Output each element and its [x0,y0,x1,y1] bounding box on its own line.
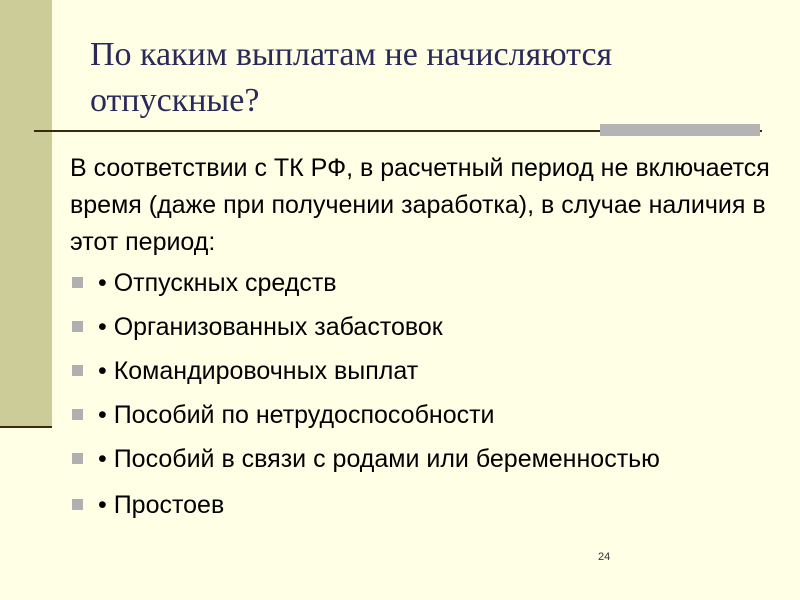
list-item-text: • Командировочных выплат [98,357,419,385]
list-item [70,265,790,301]
list-item [70,441,790,477]
slide-title: По каким выплатам не начисляются отпускные? [90,36,613,119]
square-bullet-icon [72,321,83,332]
intro-paragraph: В соответствии с ТК РФ, в расчетный период не включается время (даже при получении заработка), в случае наличия в этот период: [70,154,770,256]
list-item-text: • Простоев [98,491,225,519]
list-item [70,309,790,345]
side-band-underline [0,426,52,428]
list-item-text: • Отпускных средств [98,269,337,297]
square-bullet-icon [72,499,83,510]
list-item-text: • Организованных забастовок [98,313,443,341]
list-item [70,353,790,389]
square-bullet-icon [72,409,83,420]
title-accent-bar [600,124,760,136]
list-item-text: • Пособий по нетрудоспособности [98,401,495,429]
page-number: 24 [598,551,611,563]
list-item [70,397,790,433]
square-bullet-icon [72,365,83,376]
list-item-text: • Пособий в связи с родами или беременностью [98,445,660,473]
square-bullet-icon [72,277,83,288]
bullet-list [70,265,790,531]
side-accent-band [0,0,52,426]
square-bullet-icon [72,453,83,464]
list-item [70,487,790,523]
